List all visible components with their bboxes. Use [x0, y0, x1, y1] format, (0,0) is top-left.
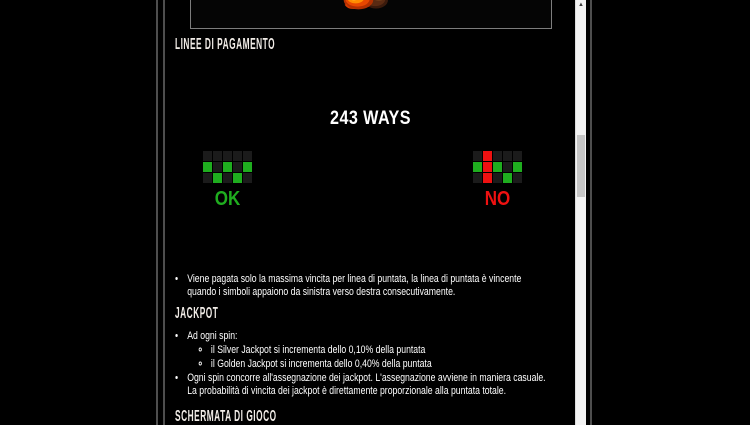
- payline-cell: [203, 151, 212, 161]
- ways-text: 243 WAYS: [330, 108, 411, 129]
- list-item-text: Ad ogni spin:: [187, 330, 238, 342]
- payline-cell: [493, 173, 502, 183]
- scroll-up-icon[interactable]: ▲: [578, 2, 584, 8]
- payline-cell: [203, 173, 212, 183]
- payline-no-label: NO: [484, 188, 511, 210]
- jackpot-sublist: [187, 344, 550, 371]
- payline-cell-red: [483, 151, 492, 161]
- flame-icon: [337, 0, 391, 14]
- section-heading-paylines: LINEE DI PAGAMENTO: [175, 36, 276, 53]
- payline-note-list: [173, 273, 551, 300]
- scrollbar-thumb[interactable]: [577, 135, 585, 197]
- frame-border-right: [590, 0, 592, 425]
- list-subitem: ◦ il Silver Jackpot si incrementa dello 0,10% della puntata: [209, 344, 550, 357]
- payline-cell: [503, 162, 512, 172]
- payline-cell-green: [243, 162, 252, 172]
- payline-cell: [233, 162, 242, 172]
- list-item: [186, 330, 551, 371]
- payline-cell-red: [483, 173, 492, 183]
- payline-cell-red: [483, 162, 492, 172]
- payline-cell-green: [223, 162, 232, 172]
- payline-cell: [473, 151, 482, 161]
- payline-cell-green: [503, 173, 512, 183]
- payline-cell-green: [233, 173, 242, 183]
- payline-cell-green: [473, 162, 482, 172]
- payline-cell: [513, 173, 522, 183]
- payline-cell: [243, 151, 252, 161]
- payline-cell-green: [513, 162, 522, 172]
- scrollbar-track[interactable]: [575, 0, 586, 425]
- payline-cell: [213, 151, 222, 161]
- payline-cell-green: [203, 162, 212, 172]
- payline-ok-label: OK: [214, 188, 241, 210]
- payline-cell: [473, 173, 482, 183]
- payline-cell: [503, 151, 512, 161]
- payline-grid-ok: [203, 151, 252, 183]
- payline-cell: [213, 162, 222, 172]
- payline-cell: [493, 151, 502, 161]
- payline-cell: [513, 151, 522, 161]
- section-heading-jackpot: JACKPOT: [175, 305, 219, 322]
- list-item: • Viene pagata solo la massima vincita per linea di puntata, la linea di puntata è vincente quando i simboli appaiono da sinistra verso destra consecutivamente.: [186, 273, 551, 299]
- payline-cell-green: [493, 162, 502, 172]
- payline-cell-green: [213, 173, 222, 183]
- jackpot-list: [173, 330, 551, 399]
- list-item: • Ogni spin concorre all'assegnazione dei jackpot. L'assegnazione avviene in maniera casuale. La probabilità di vincita dei jackpot è direttamente proporzionale alla puntata totale.: [186, 372, 551, 398]
- payline-cell: [223, 173, 232, 183]
- payline-cell: [243, 173, 252, 183]
- payline-grid-no: [473, 151, 522, 183]
- frame-border-left-outer: [156, 0, 158, 425]
- frame-border-left-inner: [163, 0, 165, 425]
- payline-cell: [233, 151, 242, 161]
- section-heading-game-screen: SCHERMATA DI GIOCO: [175, 408, 277, 425]
- payline-cell: [223, 151, 232, 161]
- list-subitem: ◦ il Golden Jackpot si incrementa dello 0,40% della puntata: [209, 358, 550, 371]
